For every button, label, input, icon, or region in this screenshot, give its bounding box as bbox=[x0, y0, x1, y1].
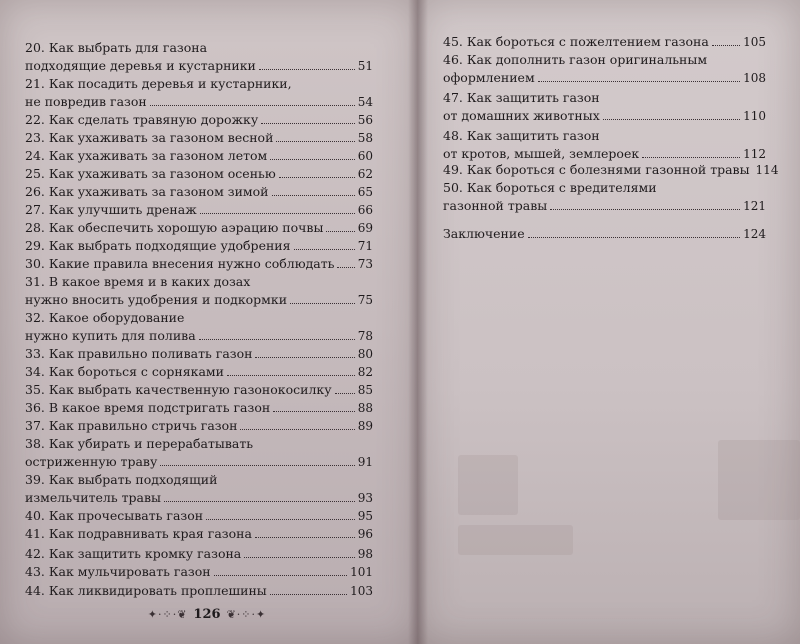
bleed-through-mark bbox=[458, 455, 518, 515]
toc-page-number: 121 bbox=[743, 199, 766, 213]
toc-entry-title: остриженную траву bbox=[25, 454, 158, 469]
toc-entry-line bbox=[25, 274, 250, 290]
page-number: 126 bbox=[193, 606, 221, 622]
dot-leader bbox=[273, 410, 355, 412]
toc-page-number: 54 bbox=[357, 95, 373, 109]
toc-page-number: 58 bbox=[357, 131, 373, 145]
dot-leader bbox=[200, 212, 355, 214]
dot-leader bbox=[240, 428, 354, 430]
bleed-through-mark bbox=[458, 525, 573, 555]
toc-entry-title: 27. Как улучшить дренаж bbox=[25, 202, 197, 217]
toc-entry-title: 34. Как бороться с сорняками bbox=[25, 364, 224, 379]
toc-entry-title: оформлением bbox=[443, 70, 535, 85]
toc-entry-title: 48. Как защитить газон bbox=[443, 128, 600, 143]
ornament-right-icon: ❦·⁘·✦ bbox=[226, 607, 267, 621]
toc-entry bbox=[25, 148, 373, 164]
dot-leader bbox=[294, 248, 355, 250]
toc-entry-title: 38. Как убирать и перерабатывать bbox=[25, 436, 254, 451]
toc-entry bbox=[25, 346, 373, 362]
toc-entry bbox=[25, 202, 373, 218]
toc-entry bbox=[25, 292, 373, 308]
toc-page-number: 93 bbox=[357, 491, 373, 505]
toc-page-number: 101 bbox=[350, 565, 373, 579]
toc-entry-title: 46. Как дополнить газон оригинальным bbox=[443, 52, 708, 67]
toc-page-number: 96 bbox=[357, 527, 373, 541]
toc-entry-title: Заключение bbox=[443, 226, 525, 241]
dot-leader bbox=[550, 208, 740, 210]
ornament-left-icon: ✦·⁘·❦ bbox=[147, 607, 188, 621]
toc-page-number: 80 bbox=[357, 347, 373, 361]
toc-entry bbox=[25, 583, 373, 599]
toc-entry-line bbox=[443, 180, 657, 196]
toc-page-number: 95 bbox=[357, 509, 373, 523]
toc-entry bbox=[25, 328, 373, 344]
dot-leader bbox=[642, 156, 740, 158]
toc-entry-title: 43. Как мульчировать газон bbox=[25, 564, 211, 579]
page-footer bbox=[132, 604, 282, 624]
toc-entry bbox=[25, 382, 373, 398]
dot-leader bbox=[164, 500, 355, 502]
toc-entry bbox=[443, 162, 779, 178]
dot-leader bbox=[214, 574, 348, 576]
dot-leader bbox=[227, 374, 355, 376]
toc-entry bbox=[25, 238, 373, 254]
toc-page-number: 73 bbox=[357, 257, 373, 271]
toc-entry-title: 33. Как правильно поливать газон bbox=[25, 346, 253, 361]
right-page bbox=[418, 0, 800, 644]
dot-leader bbox=[603, 118, 740, 120]
toc-entry bbox=[25, 130, 373, 146]
toc-entry-title: 41. Как подравнивать края газона bbox=[25, 526, 252, 541]
toc-entry-title: от кротов, мышей, землероек bbox=[443, 146, 640, 161]
toc-page-number: 103 bbox=[350, 584, 373, 598]
toc-page-number: 71 bbox=[357, 239, 373, 253]
dot-leader bbox=[270, 593, 347, 595]
toc-entry-title: 26. Как ухаживать за газоном зимой bbox=[25, 184, 269, 199]
toc-entry-title: 31. В какое время и в каких дозах bbox=[25, 274, 251, 289]
toc-entry bbox=[443, 226, 766, 242]
toc-entry bbox=[25, 418, 373, 434]
toc-entry-title: 39. Как выбрать подходящий bbox=[25, 472, 218, 487]
toc-page-number: 82 bbox=[357, 365, 373, 379]
dot-leader bbox=[712, 44, 740, 46]
dot-leader bbox=[538, 80, 740, 82]
toc-page-number: 114 bbox=[755, 163, 779, 177]
toc-entry bbox=[443, 34, 766, 50]
dot-leader bbox=[337, 266, 354, 268]
toc-entry bbox=[25, 166, 373, 182]
toc-entry-title: 47. Как защитить газон bbox=[443, 90, 600, 105]
toc-entry-title: 40. Как прочесывать газон bbox=[25, 508, 204, 523]
toc-entry bbox=[25, 508, 373, 524]
dot-leader bbox=[199, 338, 355, 340]
dot-leader bbox=[335, 392, 355, 394]
toc-entry bbox=[25, 364, 373, 380]
toc-entry-title: измельчитель травы bbox=[25, 490, 161, 505]
dot-leader bbox=[326, 230, 354, 232]
toc-entry-title: подходящие деревья и кустарники bbox=[25, 58, 256, 73]
toc-entry-title: 32. Какое оборудование bbox=[25, 310, 185, 325]
toc-page-number: 88 bbox=[357, 401, 373, 415]
toc-entry bbox=[25, 564, 373, 580]
toc-entry bbox=[443, 198, 766, 214]
toc-entry-title: 44. Как ликвидировать проплешины bbox=[25, 583, 267, 598]
dot-leader bbox=[255, 356, 354, 358]
toc-page-number: 98 bbox=[357, 547, 373, 561]
toc-page-number: 60 bbox=[357, 149, 373, 163]
toc-entry bbox=[25, 400, 373, 416]
toc-entry bbox=[25, 546, 373, 562]
toc-entry bbox=[25, 526, 373, 542]
toc-page-number: 69 bbox=[357, 221, 373, 235]
toc-page-number: 105 bbox=[743, 35, 766, 49]
toc-entry bbox=[25, 454, 373, 470]
toc-entry-line bbox=[443, 90, 600, 106]
dot-leader bbox=[290, 302, 355, 304]
toc-entry-title: от домашних животных bbox=[443, 108, 600, 123]
toc-entry-title: 25. Как ухаживать за газоном осенью bbox=[25, 166, 276, 181]
dot-leader bbox=[206, 518, 355, 520]
dot-leader bbox=[244, 556, 354, 558]
toc-entry-title: 24. Как ухаживать за газоном летом bbox=[25, 148, 268, 163]
dot-leader bbox=[528, 236, 740, 238]
dot-leader bbox=[255, 536, 355, 538]
toc-page-number: 75 bbox=[357, 293, 373, 307]
toc-entry-line bbox=[25, 310, 184, 326]
book-gutter bbox=[408, 0, 428, 644]
toc-entry-title: нужно вносить удобрения и подкормки bbox=[25, 292, 288, 307]
toc-entry-title: 28. Как обеспечить хорошую аэрацию почвы bbox=[25, 220, 324, 235]
toc-entry bbox=[25, 184, 373, 200]
toc-page-number: 89 bbox=[357, 419, 373, 433]
toc-page-number: 66 bbox=[357, 203, 373, 217]
toc-entry-line bbox=[443, 128, 600, 144]
dot-leader bbox=[272, 194, 355, 196]
toc-entry-title: 21. Как посадить деревья и кустарники, bbox=[25, 76, 292, 91]
toc-entry-title: 45. Как бороться с пожелтением газона bbox=[443, 34, 709, 49]
toc-entry-title: не повредив газон bbox=[25, 94, 147, 109]
toc-entry bbox=[25, 220, 373, 236]
toc-entry-line bbox=[25, 472, 217, 488]
toc-page-number: 62 bbox=[357, 167, 373, 181]
toc-page-number: 78 bbox=[357, 329, 373, 343]
toc-entry-title: 37. Как правильно стричь газон bbox=[25, 418, 238, 433]
toc-entry-line bbox=[443, 52, 707, 68]
toc-entry bbox=[443, 108, 766, 124]
bleed-through-mark bbox=[718, 440, 800, 520]
toc-entry-title: 23. Как ухаживать за газоном весной bbox=[25, 130, 274, 145]
toc-page-number: 65 bbox=[357, 185, 373, 199]
toc-page-number: 112 bbox=[743, 147, 766, 161]
toc-entry bbox=[25, 94, 373, 110]
dot-leader bbox=[261, 122, 355, 124]
toc-entry-title: 30. Какие правила внесения нужно соблюдать bbox=[25, 256, 335, 271]
toc-entry bbox=[25, 112, 373, 128]
toc-page-number: 85 bbox=[357, 383, 373, 397]
toc-entry-title: 29. Как выбрать подходящие удобрения bbox=[25, 238, 291, 253]
toc-entry-title: 22. Как сделать травяную дорожку bbox=[25, 112, 259, 127]
toc-page-number: 110 bbox=[743, 109, 766, 123]
toc-entry bbox=[25, 256, 373, 272]
toc-page-number: 56 bbox=[357, 113, 373, 127]
toc-entry bbox=[25, 490, 373, 506]
toc-page-number: 51 bbox=[357, 59, 373, 73]
toc-entry-title: 49. Как бороться с болезнями газонной травы bbox=[443, 162, 750, 177]
toc-entry-title: 36. В какое время подстригать газон bbox=[25, 400, 271, 415]
dot-leader bbox=[259, 68, 355, 70]
dot-leader bbox=[160, 464, 354, 466]
toc-entry bbox=[25, 58, 373, 74]
toc-entry-title: нужно купить для полива bbox=[25, 328, 196, 343]
dot-leader bbox=[279, 176, 355, 178]
toc-entry-title: газонной травы bbox=[443, 198, 548, 213]
toc-page-number: 124 bbox=[743, 227, 766, 241]
toc-entry-title: 35. Как выбрать качественную газонокосилку bbox=[25, 382, 332, 397]
toc-entry-title: 42. Как защитить кромку газона bbox=[25, 546, 242, 561]
toc-page-number: 91 bbox=[357, 455, 373, 469]
dot-leader bbox=[150, 104, 355, 106]
toc-entry-title: 20. Как выбрать для газона bbox=[25, 40, 208, 55]
toc-entry-line bbox=[25, 40, 207, 56]
dot-leader bbox=[270, 158, 354, 160]
toc-page-number: 108 bbox=[743, 71, 766, 85]
dot-leader bbox=[276, 140, 354, 142]
toc-entry bbox=[443, 146, 766, 162]
toc-entry-title: 50. Как бороться с вредителями bbox=[443, 180, 657, 195]
toc-entry-line bbox=[25, 436, 253, 452]
toc-entry-line bbox=[25, 76, 292, 92]
toc-entry bbox=[443, 70, 766, 86]
